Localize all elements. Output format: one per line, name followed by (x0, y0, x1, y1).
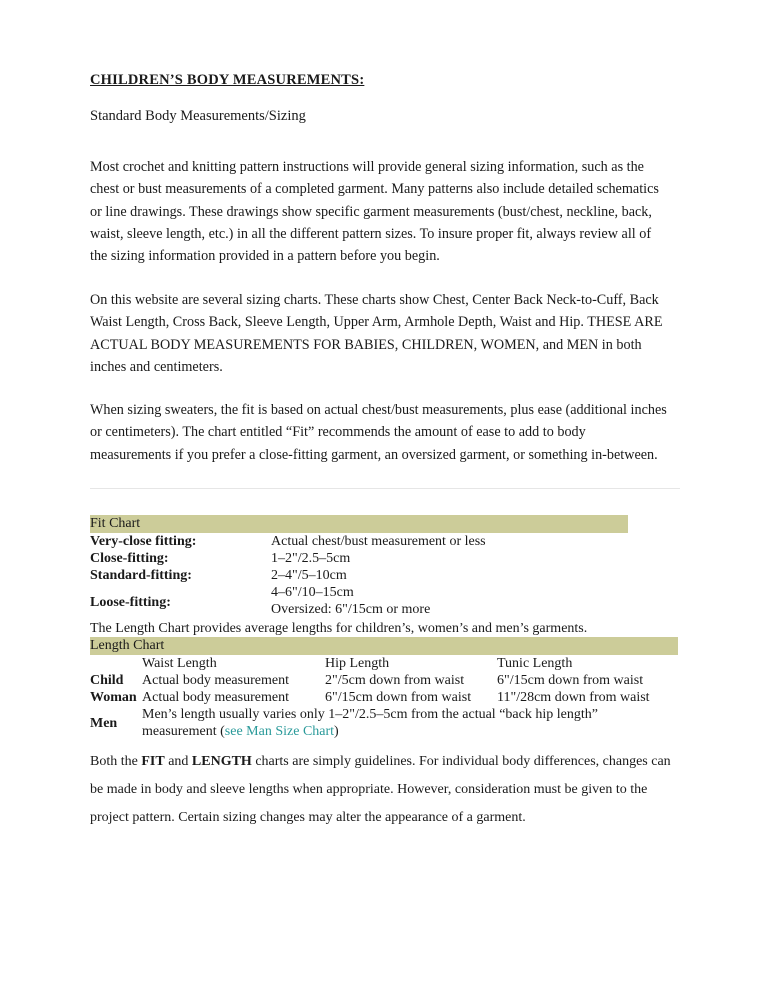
length-cell-waist: Actual body measurement (142, 690, 289, 705)
length-chart-header: Length Chart (90, 638, 165, 653)
men-length-note-line2 (142, 723, 339, 740)
men-note-suffix: ) (334, 724, 339, 739)
length-cell-hip: 2"/5cm down from waist (325, 673, 465, 688)
page-subtitle: Standard Body Measurements/Sizing (90, 108, 306, 124)
men-length-note: Men’s length usually varies only 1–2"/2.5–5cm from the actual “back hip length” (142, 707, 598, 722)
fit-row-label: Close-fitting: (90, 551, 169, 566)
fit-row-value: 2–4"/5–10cm (271, 568, 347, 583)
length-cell-tunic: 6"/15cm down from waist (497, 673, 644, 688)
man-size-chart-link[interactable]: see Man Size Chart (224, 724, 335, 739)
fit-chart-header-band (90, 515, 628, 533)
length-cell-waist: Actual body measurement (142, 673, 289, 688)
fit-row-value-secondary: Oversized: 6"/15cm or more (271, 602, 431, 617)
fit-row-value: 4–6"/10–15cm (271, 585, 354, 600)
column-header-waist: Waist Length (142, 656, 217, 671)
length-chart-intro: The Length Chart provides average lengths for children’s, women’s and men’s garments. (90, 621, 588, 636)
length-row-label: Men (90, 716, 118, 731)
paragraph-sizing-info: Most crochet and knitting pattern instructions will provide general sizing information, such as the chest or bust measurements of a completed garment. Many patterns also include detailed schematics or line drawings. These drawings show specific garment measurements (bust/chest, neckline, back, waist, sleeve length, etc.) in all the different pattern sizes. To insure proper fit, always review all of the sizing information provided in a pattern before you begin. (90, 159, 659, 265)
length-chart-header-band (90, 637, 678, 655)
fit-chart-header: Fit Chart (90, 516, 141, 531)
closing-text: and (164, 754, 192, 769)
men-note-prefix: measurement ( (142, 724, 225, 739)
paragraph-sizing-charts: On this website are several sizing charts. These charts show Chest, Center Back Neck-to-Cuff, Back Waist Length, Cross Back, Sleeve Length, Upper Arm, Armhole Depth, Waist and Hip. THESE ARE ACTUAL BODY MEASUREMENTS FOR BABIES, CHILDREN, WOMEN, and MEN in both inches and centimeters. (90, 292, 663, 375)
length-row-label: Woman (90, 690, 137, 705)
closing-length-emphasis: LENGTH (191, 754, 252, 769)
column-header-hip: Hip Length (325, 656, 390, 671)
fit-row-label: Standard-fitting: (90, 568, 192, 583)
fit-row-value: Actual chest/bust measurement or less (271, 534, 486, 549)
length-cell-tunic: 11"/28cm down from waist (497, 690, 650, 705)
closing-text: charts are simply guidelines. For individual body differences, changes can be made in body and sleeve lengths when appropriate. However, consideration must be given to the project pattern. Certain sizing changes may alter the appearance of a garment. (90, 754, 671, 825)
closing-text: Both the (90, 754, 142, 769)
divider (90, 488, 680, 489)
fit-row-value: 1–2"/2.5–5cm (271, 551, 351, 566)
fit-row-label: Loose-fitting: (90, 595, 171, 610)
paragraph-fit-ease: When sizing sweaters, the fit is based on actual chest/bust measurements, plus ease (additional inches or centimeters). The chart entitled “Fit” recommends the amount of ease to add to body measurements if you prefer a close-fitting garment, an oversized garment, or something in-between. (90, 402, 667, 463)
column-header-tunic: Tunic Length (497, 656, 573, 671)
length-row-label: Child (90, 673, 124, 688)
paragraph-guidelines (90, 748, 680, 832)
fit-row-label: Very-close fitting: (90, 534, 197, 549)
closing-fit-emphasis: FIT (141, 754, 165, 769)
page-title: CHILDREN’S BODY MEASUREMENTS: (90, 72, 365, 88)
length-cell-hip: 6"/15cm down from waist (325, 690, 472, 705)
